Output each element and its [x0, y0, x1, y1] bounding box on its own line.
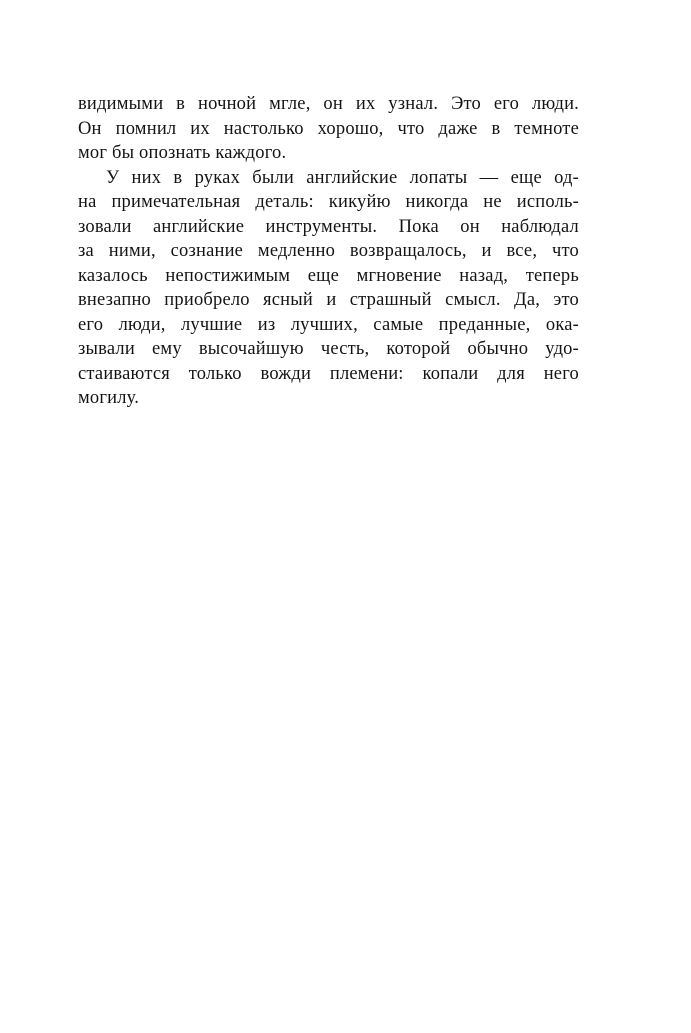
- text-line: мог бы опознать каждого.: [78, 143, 287, 163]
- text-block: [78, 92, 579, 411]
- text-line: стаиваются только вожди племени: копали для него: [78, 363, 579, 384]
- text-line: внезапно приобрело ясный и страшный смысл. Да, это: [78, 290, 579, 310]
- text-line: У них в руках были английские лопаты — еще од-: [106, 167, 579, 188]
- text-line: могилу.: [78, 388, 140, 408]
- text-line: его люди, лучшие из лучших, самые преданные, ока-: [78, 314, 579, 335]
- text-line: зывали ему высочайшую честь, которой обычно удо-: [78, 339, 579, 359]
- text-line: на примечательная деталь: кикуйю никогда не исполь-: [78, 192, 579, 212]
- text-line: за ними, сознание медленно возвращалось, и все, что: [78, 241, 579, 261]
- text-line: видимыми в ночной мгле, он их узнал. Это его люди.: [78, 94, 579, 114]
- text-line: Он помнил их настолько хорошо, что даже в темноте: [78, 118, 579, 139]
- text-line: казалось непостижимым еще мгновение назад, теперь: [78, 265, 579, 286]
- text-line: зовали английские инструменты. Пока он наблюдал: [78, 216, 579, 237]
